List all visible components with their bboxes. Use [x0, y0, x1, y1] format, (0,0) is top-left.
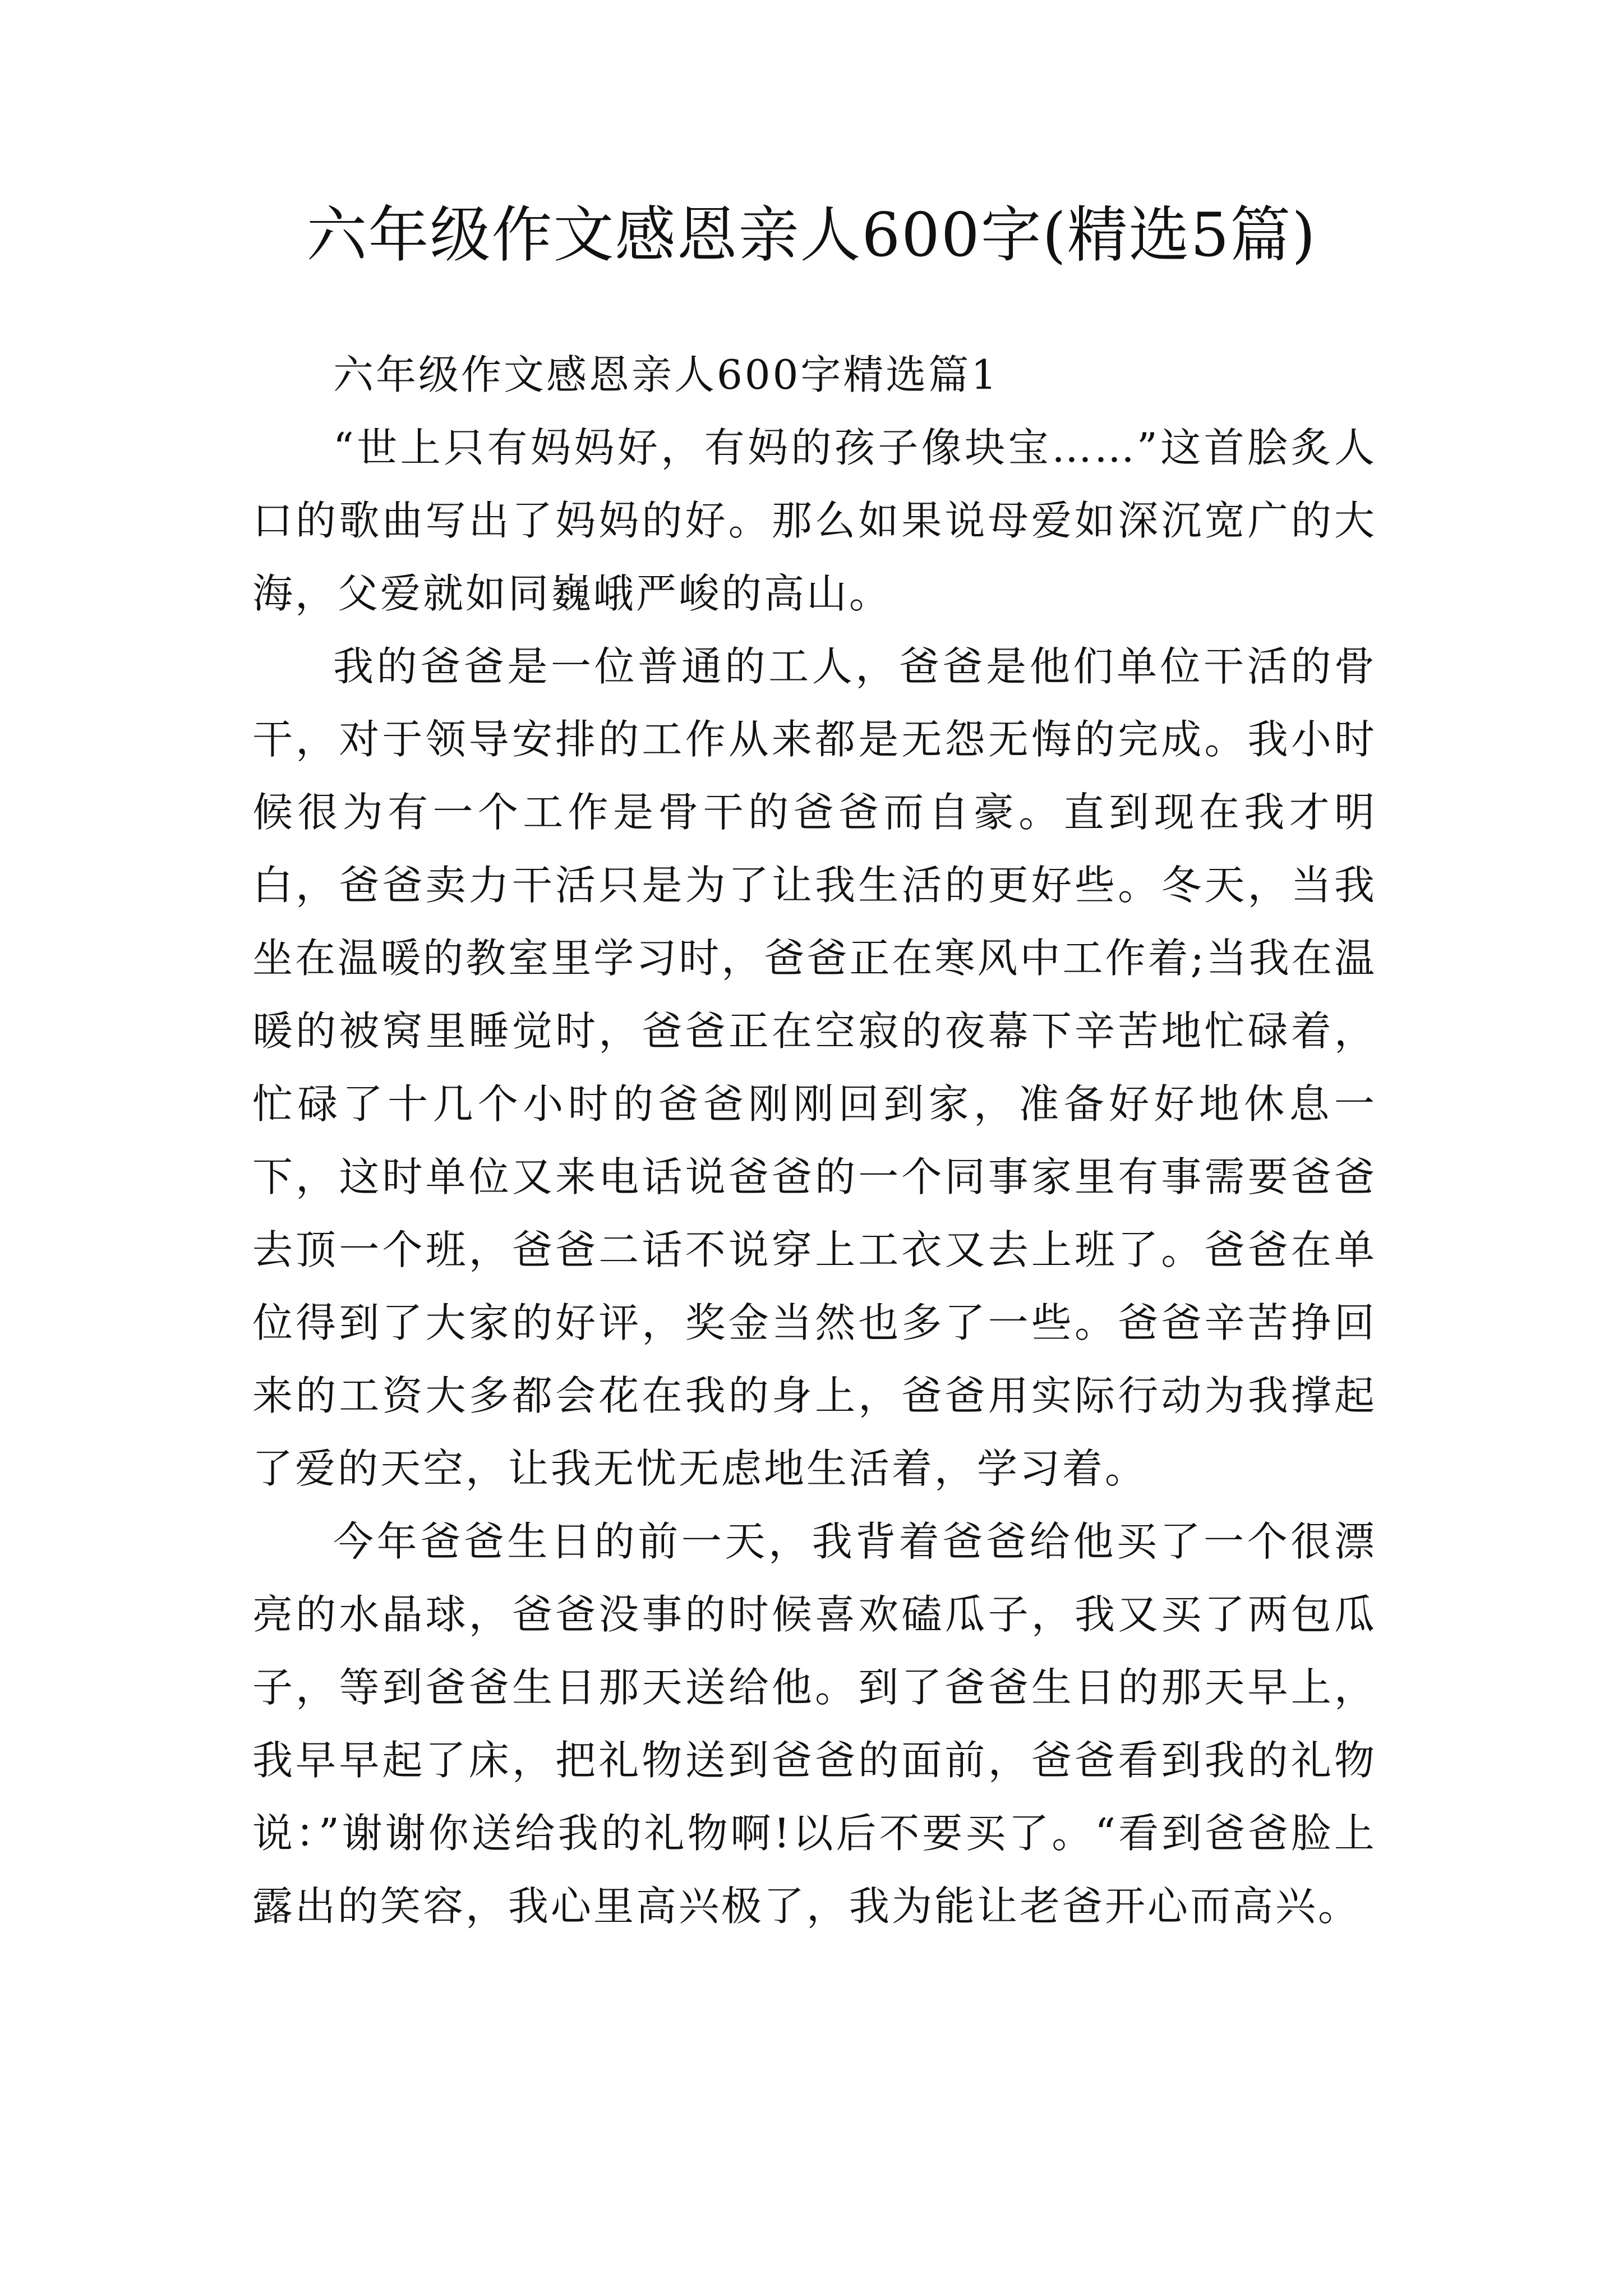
document-title: 六年级作文感恩亲人600字(精选5篇)	[306, 200, 1317, 270]
paragraph-1: “世上只有妈妈好，有妈的孩子像块宝……”这首脍炙人口的歌曲写出了妈妈的好。那么如果说母爱如深沉宽广的大海，父爱就如同巍峨严峻的高山。	[252, 424, 1377, 617]
document-body	[252, 338, 1377, 1943]
section-heading: 六年级作文感恩亲人600字精选篇1	[333, 351, 999, 398]
paragraph-3: 今年爸爸生日的前一天，我背着爸爸给他买了一个很漂亮的水晶球，爸爸没事的时候喜欢磕瓜子，我又买了两包瓜子，等到爸爸生日那天送给他。到了爸爸生日的那天早上，我早早起了床，把礼物送到爸爸的面前，爸爸看到我的礼物说：”谢谢你送给我的礼物啊!以后不要买了。“看到爸爸脸上露出的笑容，我心里高兴极了，我为能让老爸开心而高兴。	[252, 1518, 1377, 1930]
paragraph-2: 我的爸爸是一位普通的工人，爸爸是他们单位干活的骨干，对于领导安排的工作从来都是无怨无悔的完成。我小时候很为有一个工作是骨干的爸爸而自豪。直到现在我才明白，爸爸卖力干活只是为了让我生活的更好些。冬天，当我坐在温暖的教室里学习时，爸爸正在寒风中工作着;当我在温暖的被窝里睡觉时，爸爸正在空寂的夜幕下辛苦地忙碌着，忙碌了十几个小时的爸爸刚刚回到家，准备好好地休息一下，这时单位又来电话说爸爸的一个同事家里有事需要爸爸去顶一个班，爸爸二话不说穿上工衣又去上班了。爸爸在单位得到了大家的好评，奖金当然也多了一些。爸爸辛苦挣回来的工资大多都会花在我的身上，爸爸用实际行动为我撑起了爱的天空，让我无忧无虑地生活着，学习着。	[252, 643, 1377, 1492]
